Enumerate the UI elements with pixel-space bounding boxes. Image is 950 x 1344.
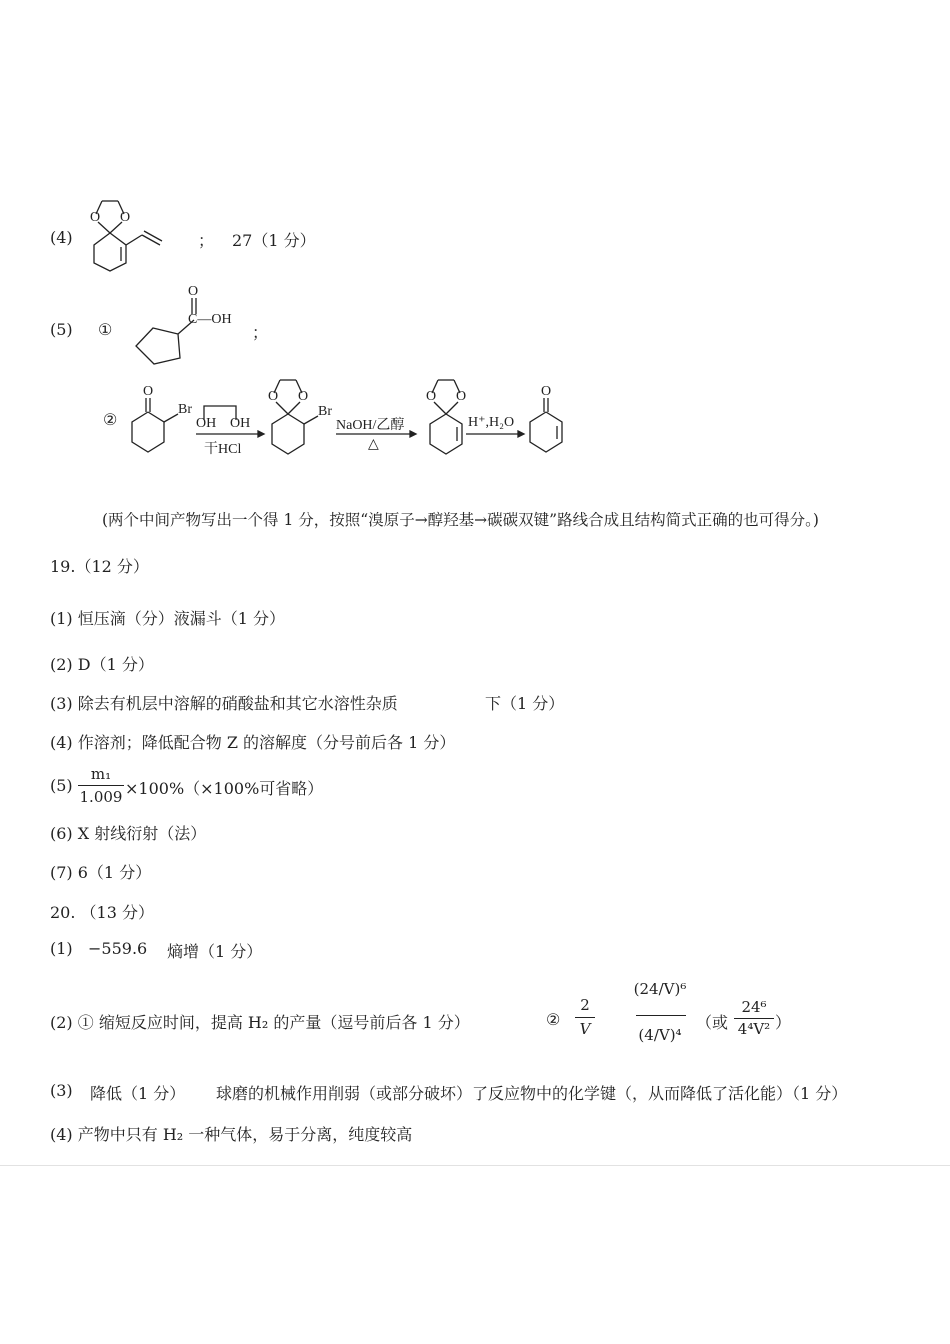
cyclopentanecarboxylic-acid-structure <box>128 284 258 372</box>
q20-frac-2v-den: V <box>579 1020 591 1038</box>
q20-alt-num: 24⁶ <box>741 998 767 1016</box>
bromocyclohexanone-structure <box>126 384 196 468</box>
oxygen-label: O <box>90 210 101 225</box>
q20-alt-prefix: （或 <box>696 1013 729 1032</box>
fraction-bar <box>78 785 124 786</box>
q18-scoring-note: (两个中间产物写出一个得 1 分，按照“溴原子→醇羟基→碳碳双键”路线合成且结构简式正确的也可得分。) <box>102 511 819 529</box>
q19-answer-5-tail: ×100%（×100%可省略） <box>125 779 324 798</box>
q19-answer-3-right: 下（1 分） <box>485 694 565 713</box>
oxygen-label: O <box>268 389 279 404</box>
fraction-bar <box>636 1015 686 1016</box>
oxygen-label: O <box>426 389 437 404</box>
q19-answer-2: (2) D（1 分） <box>50 655 154 674</box>
q20-alt-den: 4⁴V² <box>737 1020 771 1038</box>
oxygen-label: O <box>456 389 467 404</box>
q19-header: 19.（12 分） <box>50 557 149 576</box>
bromine-label: Br <box>318 404 332 419</box>
fraction-bar <box>575 1017 595 1018</box>
reagent-naoh-ethanol: NaOH/乙醇 <box>336 418 405 433</box>
q18-p5-label: (5) <box>50 320 73 339</box>
oxygen-label: O <box>188 284 199 299</box>
reagent-condition: 干HCl <box>204 442 242 457</box>
q19-answer-3: (3) 除去有机层中溶解的硝酸盐和其它水溶性杂质 <box>50 694 398 713</box>
q20-answer-2-sub2: ② <box>546 1010 561 1029</box>
q18-p4-separator: ； <box>198 231 215 250</box>
q19-a5-numerator: m₁ <box>90 765 112 783</box>
reagent-oh-2: OH <box>230 416 251 431</box>
oxygen-label: O <box>143 384 154 399</box>
q19-answer-7: (7) 6（1 分） <box>50 863 152 882</box>
fraction-bar <box>734 1018 774 1019</box>
oxygen-label: O <box>541 384 552 399</box>
q18-p5-sub1: ① <box>98 320 113 339</box>
q20-answer-4: (4) 产物中只有 H₂ 一种气体，易于分离，纯度较高 <box>50 1125 413 1144</box>
cyclohexenone-structure <box>524 384 584 468</box>
reagent-acid-water: H⁺,H₂O <box>468 415 515 430</box>
q20-answer-3-part2: 球磨的机械作用削弱（或部分破坏）了反应物中的化学键（，从而降低了活化能）（1 分） <box>216 1084 848 1103</box>
q20-big-frac-num: (24/V)⁶ <box>633 980 687 998</box>
q20-answer-3-part1: 降低（1 分） <box>90 1084 186 1103</box>
q19-answer-1: (1) 恒压滴（分）液漏斗（1 分） <box>50 609 286 628</box>
arrow-2 <box>336 414 418 452</box>
reagent-heat: △ <box>368 437 379 452</box>
q19-answer-5-label: (5) <box>50 776 73 795</box>
oxygen-label: O <box>298 389 309 404</box>
bromine-label: Br <box>178 402 192 417</box>
q20-answer-1-label: (1) <box>50 939 73 958</box>
q20-answer-2: (2) ① 缩短反应时间，提高 H₂ 的产量（逗号前后各 1 分） <box>50 1013 470 1032</box>
q20-big-frac-den: (4/V)⁴ <box>638 1026 682 1044</box>
q19-answer-4: (4) 作溶剂；降低配合物 Z 的溶解度（分号前后各 1 分） <box>50 733 456 752</box>
q20-answer-1-tail: 熵增（1 分） <box>167 942 263 961</box>
reagent-oh-1: OH <box>196 416 217 431</box>
q20-answer-3-label: (3) <box>50 1081 73 1100</box>
q20-header: 20. （13 分） <box>50 903 154 922</box>
arrow-3 <box>466 414 526 448</box>
q19-answer-6: (6) X 射线衍射（法） <box>50 824 207 843</box>
carboxyl-label: C—OH <box>188 312 232 327</box>
q18-p5-sub1-end: ； <box>252 323 269 342</box>
q20-frac-2v-num: 2 <box>580 996 590 1014</box>
spiro-ketal-vinyl-structure <box>80 195 175 279</box>
q18-p5-sub2: ② <box>103 410 118 429</box>
q19-a5-denominator: 1.009 <box>79 788 123 806</box>
page-divider <box>0 1165 950 1166</box>
q18-p4-answer: 27（1 分） <box>232 231 316 250</box>
q18-p4-label: (4) <box>50 228 73 247</box>
arrow-1 <box>196 400 266 457</box>
q20-answer-1-value: −559.6 <box>88 939 148 958</box>
q20-alt-suffix: ） <box>775 1013 792 1032</box>
oxygen-label: O <box>120 210 131 225</box>
bromo-spiroketal-structure <box>262 374 342 473</box>
